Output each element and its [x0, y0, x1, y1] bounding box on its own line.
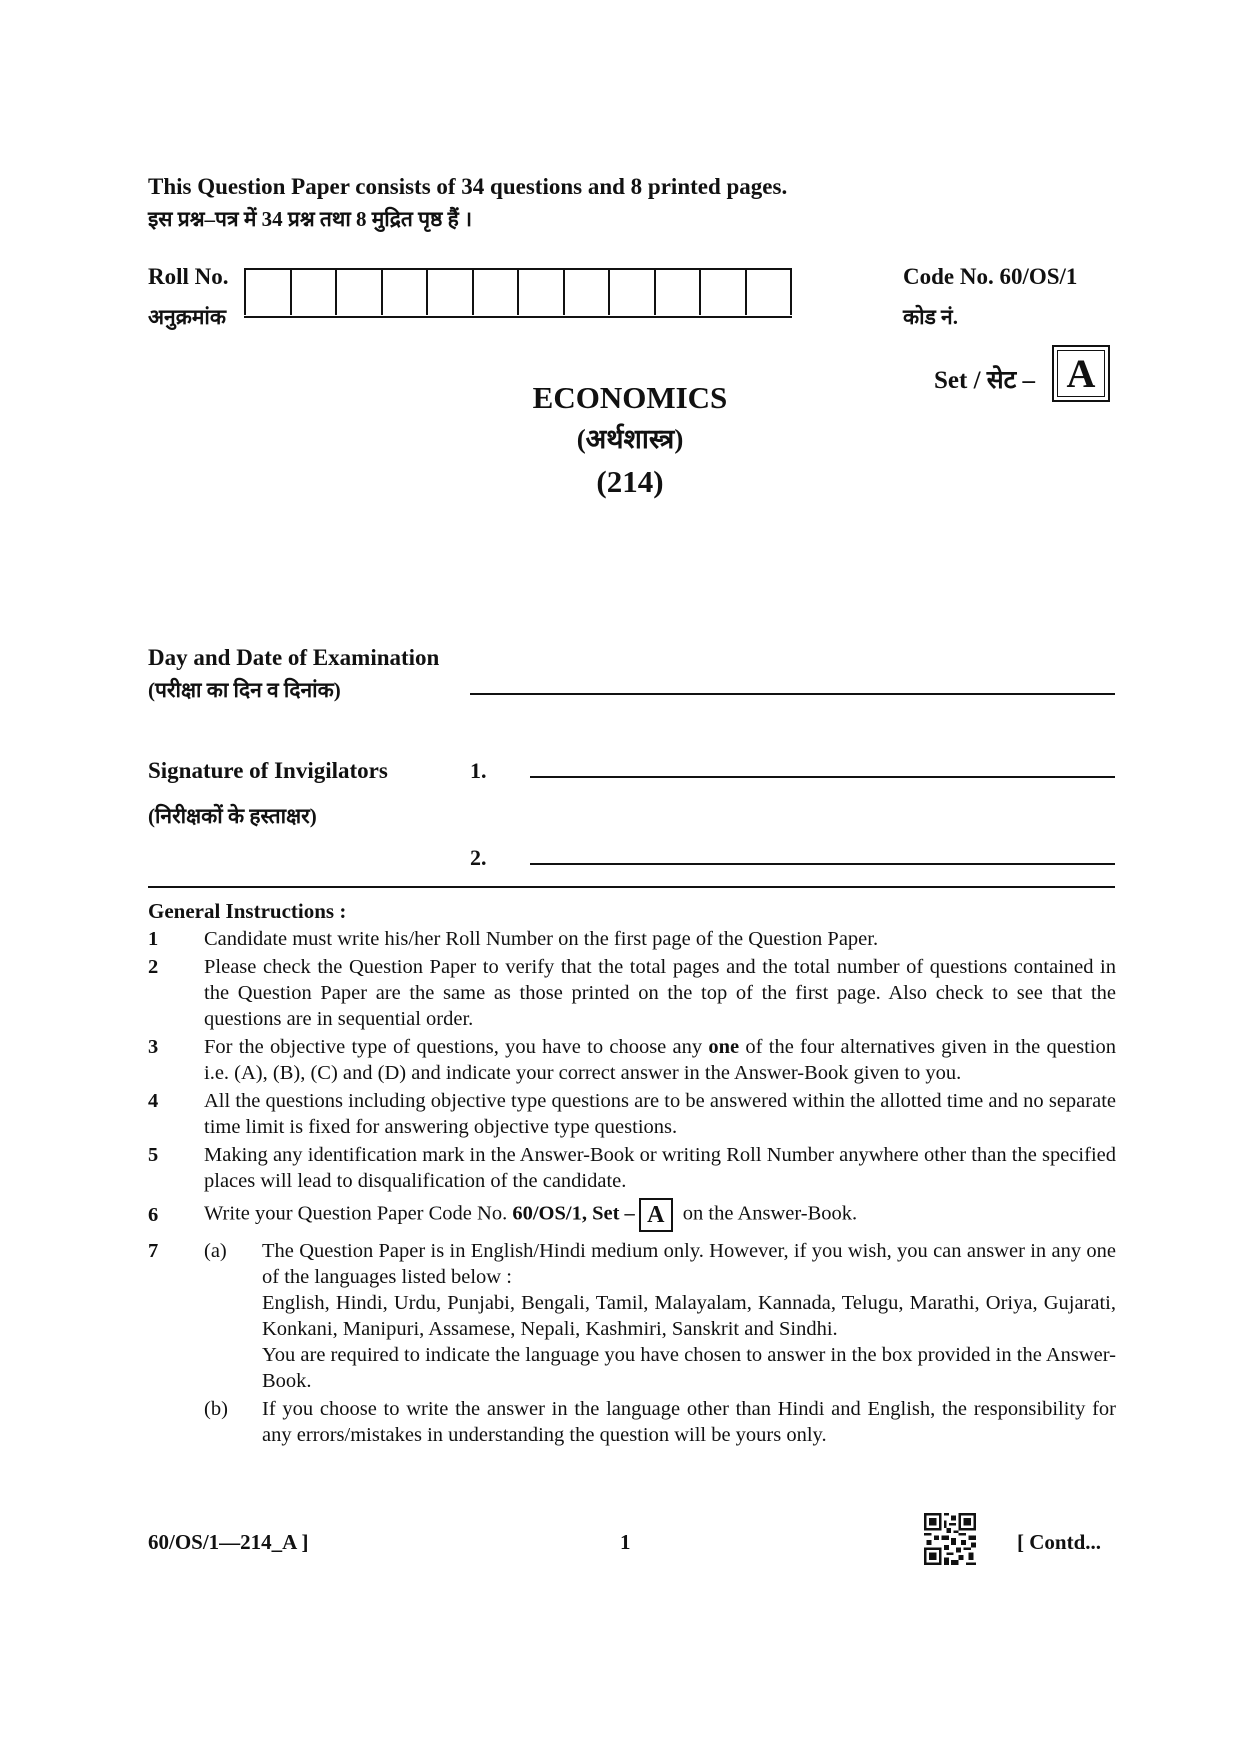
page-number: 1 [620, 1530, 631, 1554]
instruction-text: Making any identification mark in the Answer-Book or writing Roll Number anywhere other than the specified places will lead to disqualification of the candidate. [204, 1144, 1116, 1192]
instruction-text: All the questions including objective type questions are to be answered within the allotted time and no separate time limit is fixed for answering objective type questions. [204, 1090, 1116, 1138]
instruction-number: 1 [148, 928, 159, 950]
invigilator-2-number: 2. [470, 845, 487, 870]
roll-number-label: Roll No. [148, 264, 229, 289]
subject-code: (214) [596, 464, 664, 499]
subject-title-block [480, 378, 780, 504]
roll-digit-box[interactable] [428, 270, 474, 315]
instruction-number: 7 [148, 1240, 159, 1262]
instructions-title: General Instructions : [148, 899, 347, 923]
qr-code-icon [924, 1513, 976, 1565]
language-list: English, Hindi, Urdu, Punjabi, Bengali, Tamil, Malayalam, Kannada, Telugu, Marathi, Oriya, Gujarati, Konkani, Manipuri, Assamese, Nepali, Kashmiri, Sanskrit and Sindhi. [262, 1292, 1116, 1340]
sub-instruction-text [262, 1238, 1116, 1394]
instruction-number: 3 [148, 1036, 159, 1058]
subject-title: ECONOMICS [532, 380, 728, 415]
roll-digit-box[interactable] [383, 270, 429, 315]
roll-digit-box[interactable] [246, 270, 292, 315]
invigilator-1-signature-line[interactable] [530, 776, 1115, 778]
instruction-item [148, 1034, 1116, 1086]
exam-date-line[interactable] [470, 693, 1115, 695]
roll-digit-box[interactable] [337, 270, 383, 315]
sub-instruction-para: You are required to indicate the language you have chosen to answer in the box provided in the Answer-Book. [262, 1344, 1116, 1392]
roll-number-baseline [244, 316, 792, 318]
instruction-item [148, 926, 1116, 952]
paper-info-hindi: इस प्रश्न–पत्र में 34 प्रश्न तथा 8 मुद्रित पृष्ठ हैं । [148, 207, 473, 231]
instruction-number: 5 [148, 1144, 159, 1166]
instruction-emphasis: one [708, 1036, 740, 1058]
subject-title-hindi: (अर्थशास्त्र) [576, 424, 684, 454]
roll-digit-box[interactable] [656, 270, 702, 315]
set-value-box: A [1052, 345, 1110, 402]
exam-date-label: Day and Date of Examination [148, 645, 440, 670]
instruction-text-part: Write your Question Paper Code No. [204, 1202, 513, 1225]
code-number-label: Code No. 60/OS/1 [903, 264, 1078, 289]
set-inline-box: A [639, 1198, 673, 1232]
sub-instruction-label: (b) [204, 1398, 228, 1420]
instruction-text-part: on the Answer-Book. [682, 1202, 858, 1225]
instruction-number: 6 [148, 1204, 159, 1226]
sub-instruction [204, 1238, 1116, 1394]
instruction-item [148, 1142, 1116, 1194]
footer-paper-code: 60/OS/1—214_A ] [148, 1530, 309, 1554]
roll-number-boxes[interactable] [244, 268, 792, 315]
roll-digit-box[interactable] [474, 270, 520, 315]
instruction-text-part: of the four alternatives given in the question i.e. (A), (B), (C) and (D) and indicate your correct answer in the Answer-Book given to you. [204, 1036, 1117, 1084]
invigilators-label: Signature of Invigilators [148, 758, 388, 783]
sub-instruction-text: If you choose to write the answer in the language other than Hindi and English, the responsibility for any errors/mistakes in understanding the question will be yours only. [262, 1398, 1116, 1446]
roll-digit-box[interactable] [610, 270, 656, 315]
exam-date-label-hindi: (परीक्षा का दिन व दिनांक) [148, 678, 341, 702]
instruction-text [204, 1238, 1116, 1448]
general-instructions [148, 898, 1116, 1450]
instruction-item [148, 1238, 1116, 1448]
instruction-text [204, 1198, 1116, 1232]
instruction-emphasis: 60/OS/1, Set – [512, 1202, 635, 1225]
code-number-label-hindi: कोड नं. [903, 305, 958, 329]
instruction-text [204, 1034, 1116, 1086]
instruction-number: 2 [148, 956, 159, 978]
instruction-text: Please check the Question Paper to verify that the total pages and the total number of questions contained in the Question Paper are the same as those printed on the top of the first page. Also check to see that the questions are in sequential order. [204, 956, 1116, 1030]
section-divider [148, 886, 1115, 888]
invigilator-1-number: 1. [470, 758, 487, 783]
roll-digit-box[interactable] [701, 270, 747, 315]
roll-number-label-hindi: अनुक्रमांक [148, 305, 226, 329]
instruction-item [148, 1198, 1116, 1232]
sub-instruction-label: (a) [204, 1240, 227, 1262]
instruction-number: 4 [148, 1090, 159, 1112]
roll-digit-box[interactable] [565, 270, 611, 315]
roll-digit-box[interactable] [519, 270, 565, 315]
roll-digit-box[interactable] [292, 270, 338, 315]
sub-instruction-para: The Question Paper is in English/Hindi medium only. However, if you wish, you can answer in any one of the languages listed below : [262, 1240, 1116, 1288]
paper-info-english: This Question Paper consists of 34 questions and 8 printed pages. [148, 174, 788, 199]
invigilators-label-hindi: (निरीक्षकों के हस्ताक्षर) [148, 804, 317, 828]
invigilator-2-signature-line[interactable] [530, 863, 1115, 865]
sub-instruction [204, 1396, 1116, 1448]
set-label: Set / सेट – [934, 367, 1036, 394]
roll-digit-box[interactable] [747, 270, 791, 315]
instruction-text: Candidate must write his/her Roll Number on the first page of the Question Paper. [204, 928, 879, 950]
instruction-item [148, 1088, 1116, 1140]
continued-marker: [ Contd... [1017, 1530, 1102, 1554]
instruction-item [148, 954, 1116, 1032]
instruction-text-part: For the objective type of questions, you have to choose any [204, 1036, 709, 1058]
